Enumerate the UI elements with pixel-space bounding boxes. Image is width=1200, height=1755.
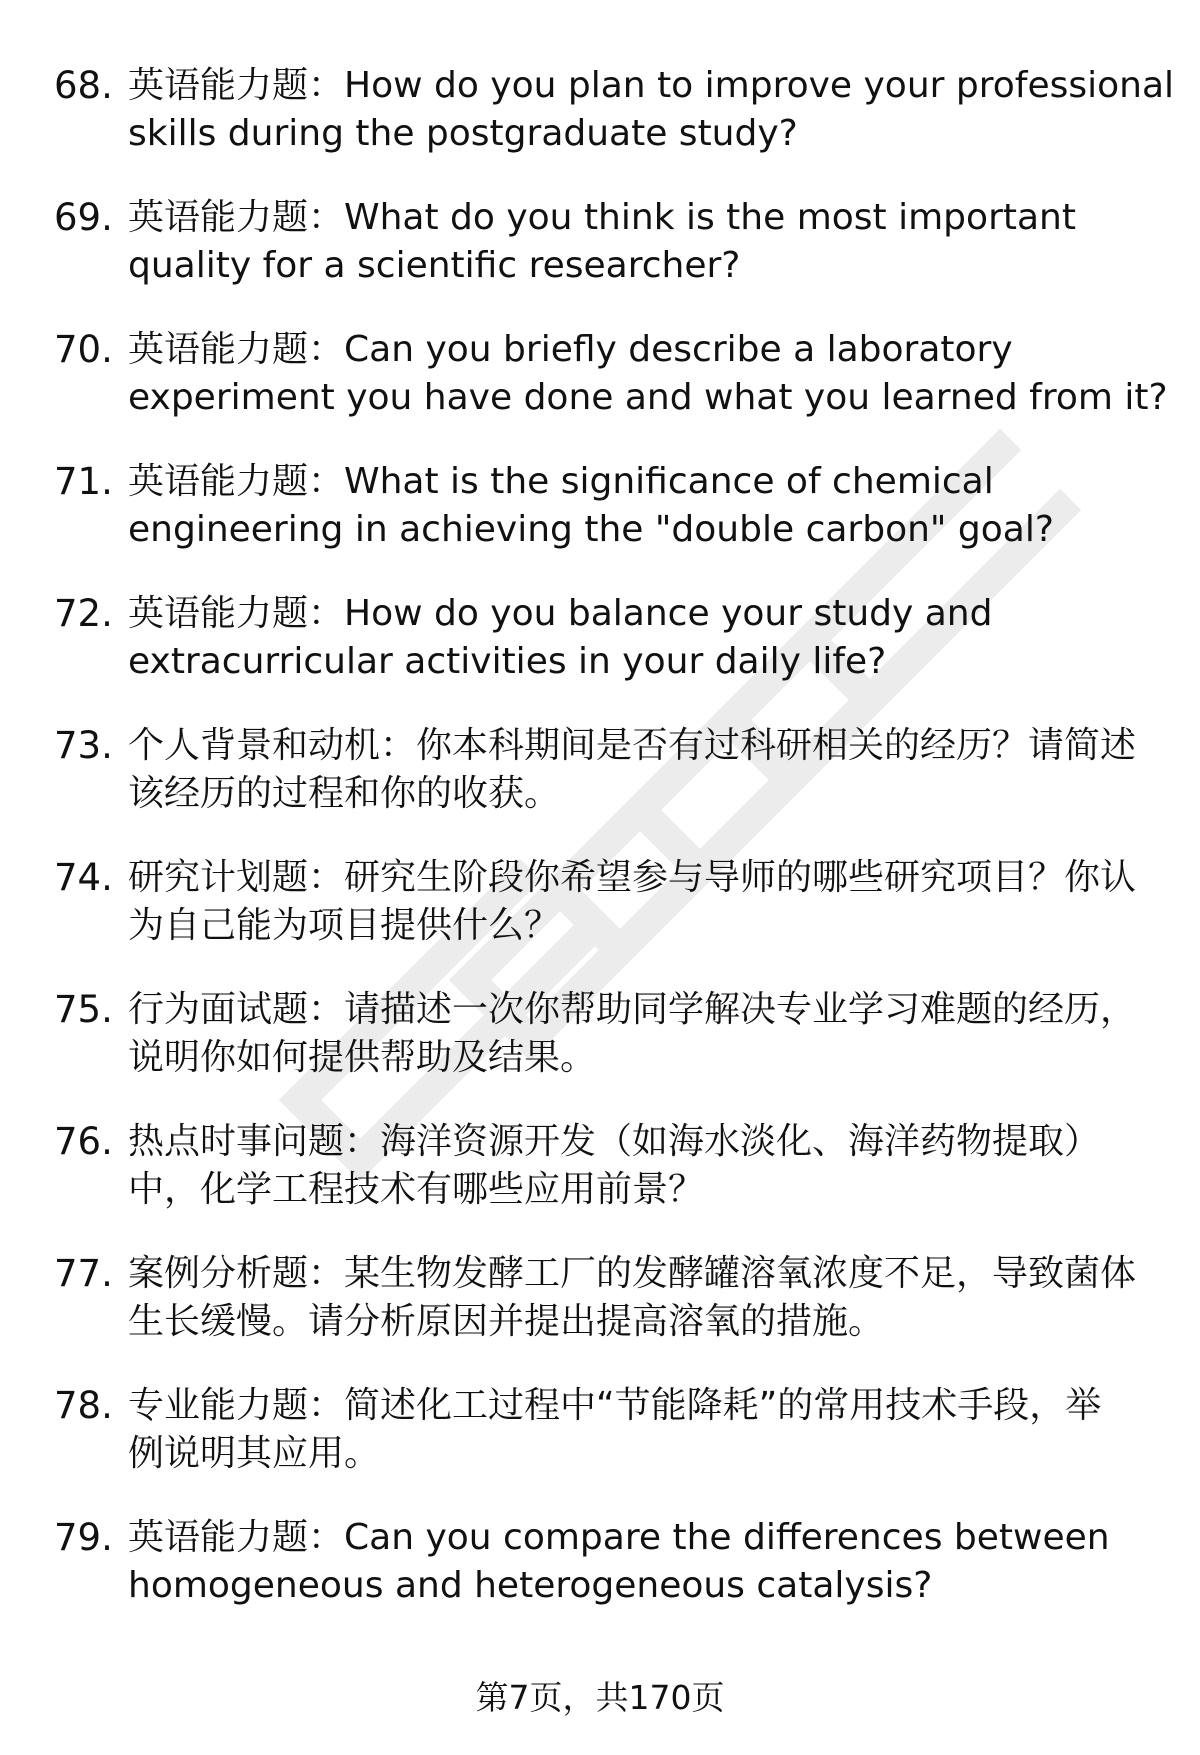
question-line: skills during the postgraduate study?	[128, 113, 798, 154]
question-text	[128, 1250, 1158, 1346]
question-line: 英语能力题：What do you think is the most important	[128, 197, 1076, 238]
question-text	[128, 1514, 1158, 1610]
question-line: 研究计划题：研究生阶段你希望参与导师的哪些研究项目？你认	[128, 857, 1137, 898]
question-item-77	[0, 1243, 1200, 1375]
question-line: 行为面试题：请描述一次你帮助同学解决专业学习难题的经历，	[128, 989, 1137, 1030]
question-line: homogeneous and heterogeneous catalysis?	[128, 1565, 933, 1606]
question-number: 68.	[54, 64, 113, 107]
question-number: 69.	[54, 196, 113, 239]
question-text	[128, 722, 1158, 818]
question-number: 70.	[54, 328, 113, 371]
question-text	[128, 590, 1158, 686]
question-number: 77.	[54, 1252, 113, 1295]
question-line: 说明你如何提供帮助及结果。	[128, 1037, 597, 1078]
question-line: 生长缓慢。请分析原因并提出提高溶氧的措施。	[128, 1301, 885, 1342]
question-number: 74.	[54, 856, 113, 899]
question-item-79	[0, 1507, 1200, 1639]
question-number: 73.	[54, 724, 113, 767]
question-item-73	[0, 715, 1200, 847]
question-line: 中，化学工程技术有哪些应用前景？	[128, 1169, 705, 1210]
question-line: extracurricular activities in your daily life?	[128, 641, 887, 682]
question-text	[128, 62, 1175, 158]
question-line: 热点时事问题：海洋资源开发（如海水淡化、海洋药物提取）	[128, 1121, 1101, 1162]
question-line: 英语能力题：Can you briefly describe a laboratory	[128, 329, 1013, 370]
question-line: 个人背景和动机：你本科期间是否有过科研相关的经历？请简述	[128, 725, 1137, 766]
question-list	[0, 55, 1200, 1639]
question-number: 75.	[54, 988, 113, 1031]
question-text	[128, 1382, 1158, 1478]
question-line: 为自己能为项目提供什么？	[128, 905, 561, 946]
question-line: 英语能力题：How do you balance your study and	[128, 593, 993, 634]
question-item-71	[0, 451, 1200, 583]
question-line: 案例分析题：某生物发酵工厂的发酵罐溶氧浓度不足，导致菌体	[128, 1253, 1137, 1294]
question-text	[128, 1118, 1158, 1214]
question-text	[128, 986, 1158, 1082]
question-item-70	[0, 319, 1200, 451]
question-line: 英语能力题：Can you compare the differences between	[128, 1517, 1110, 1558]
question-item-74	[0, 847, 1200, 979]
question-text	[128, 458, 1158, 554]
question-line: 英语能力题：How do you plan to improve your professional	[128, 65, 1175, 106]
question-line: 专业能力题：简述化工过程中“节能降耗”的常用技术手段，举	[128, 1385, 1102, 1426]
question-text	[128, 194, 1158, 290]
question-item-69	[0, 187, 1200, 319]
question-number: 78.	[54, 1384, 113, 1427]
question-number: 76.	[54, 1120, 113, 1163]
question-line: 例说明其应用。	[128, 1433, 381, 1474]
question-line: engineering in achieving the "double carbon" goal?	[128, 509, 1054, 550]
question-number: 79.	[54, 1516, 113, 1559]
question-item-76	[0, 1111, 1200, 1243]
question-line: quality for a scientific researcher?	[128, 245, 741, 286]
question-line: 该经历的过程和你的收获。	[128, 773, 561, 814]
question-text	[128, 326, 1168, 422]
question-text	[128, 854, 1158, 950]
question-item-78	[0, 1375, 1200, 1507]
question-item-75	[0, 979, 1200, 1111]
question-item-68	[0, 55, 1200, 187]
page-number-footer: 第7页，共170页	[475, 1678, 725, 1717]
question-number: 72.	[54, 592, 113, 635]
question-item-72	[0, 583, 1200, 715]
question-number: 71.	[54, 460, 113, 503]
question-line: 英语能力题：What is the significance of chemical	[128, 461, 994, 502]
question-line: experiment you have done and what you learned from it?	[128, 377, 1168, 418]
